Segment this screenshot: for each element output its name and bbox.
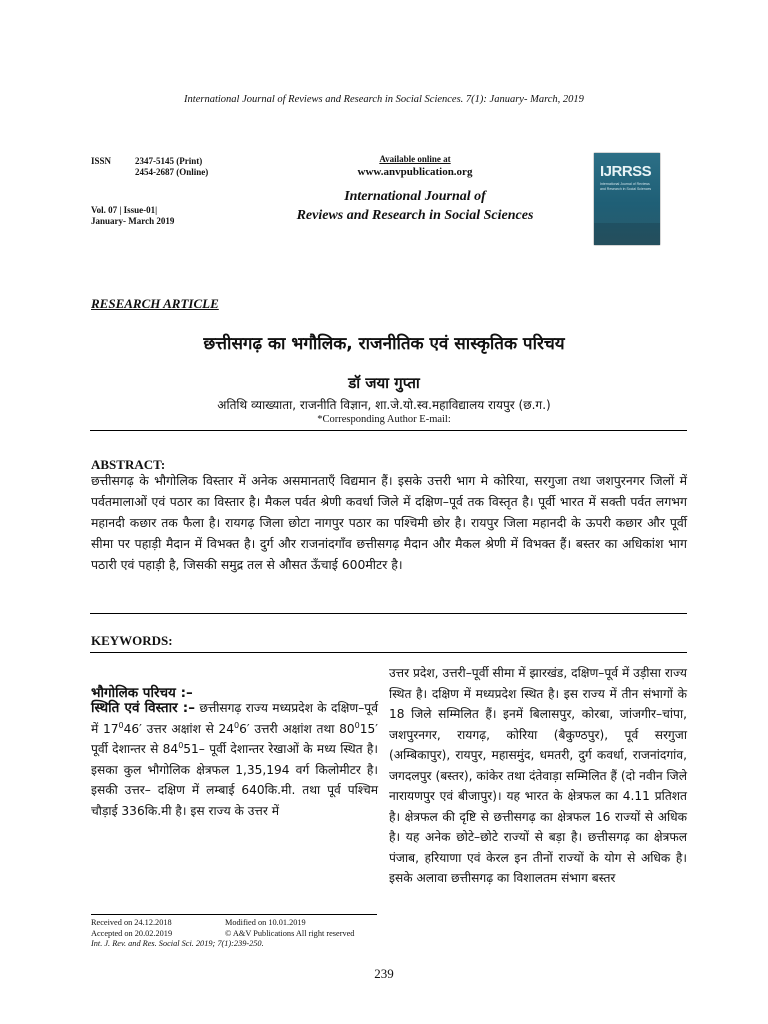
article-title: छत्तीसगढ़ का भगौलिक, राजनीतिक एवं सास्कृतिक परिचय: [203, 334, 565, 354]
journal-name-line1: International Journal of: [344, 189, 486, 204]
issn-print: 2347-5145 (Print): [135, 156, 203, 166]
body-text: 6′ उत्तरी अक्षांश तथा 80: [239, 721, 355, 736]
journal-cover-image: [594, 153, 660, 245]
cover-subtitle: International Journal of Reviews and Research in Social Sciences: [600, 182, 652, 191]
copyright-notice: © A&V Publications All right reserved: [225, 928, 355, 938]
issn-block: [91, 156, 208, 178]
degree-mark: 0: [178, 740, 184, 750]
running-header: International Journal of Reviews and Research in Social Sciences. 7(1): January- March, 2019: [184, 94, 584, 105]
body-column-right: उत्तर प्रदेश, उत्तरी–पूर्वी सीमा में झारखंड, दक्षिण–पूर्व में उड़ीसा राज्य स्थित है। दक्षिण में मध्यप्रदेश स्थित है। इस राज्य में तीन संभागों के 18 जिले सम्मिलित हैं। इनमें बिलासपुर, कोरबा, जांजगीर–चांपा, जशपुरनगर, रायगढ़, कोरिया (बैकुण्ठपुर), पूर्व सरगुजा (अम्बिकापुर), रायपुर, महासमुंद, धमतरी, दुर्ग कवर्धा, राजनांदगांव, जगदलपुर (बस्तर), कांकेर तथा दंतेवाड़ा सम्मिलित हैं (दो नवीन जिले नारायणपुर एवं बीजापुर)। यह भारत के क्षेत्रफल का 4.11 प्रतिशत है। क्षेत्रफल की दृष्टि से छत्तीसगढ़ का क्षेत्रफल 16 राज्यों से अधिक है। यह अनेक छोटे–छोटे राज्यों से बड़ा है। छत्तीसगढ़ का क्षेत्रफल पंजाब, हरियाणा एवं केरल इन तीनों राज्यों के योग से अधिक है। इसके अलावा छत्तीसगढ़ का विशालतम संभाग बस्तर: [389, 666, 687, 885]
degree-mark: 0: [234, 720, 240, 730]
corresponding-author: *Corresponding Author E-mail:: [317, 414, 451, 425]
divider: [90, 613, 687, 614]
volume-block: [91, 205, 174, 227]
author-affiliation: अतिथि व्याख्याता, राजनीति विज्ञान, शा.जे.यो.स्व.महाविद्यालय रायपुर (छ.ग.): [217, 398, 551, 412]
article-type: RESEARCH ARTICLE: [91, 296, 219, 311]
author-name: डॉ जया गुप्ता: [348, 374, 420, 392]
date-line: January- March 2019: [91, 216, 175, 226]
degree-mark: 0: [354, 720, 360, 730]
modified-date: Modified on 10.01.2019: [225, 918, 306, 927]
divider: [90, 652, 687, 653]
issn-label: ISSN: [91, 156, 112, 166]
volume-line: Vol. 07 | Issue-01|: [91, 205, 158, 215]
body-text: 51– पूर्वी देशान्तर रेखाओं के मध्य स्थित है। इसका कुल भौगोलिक क्षेत्रफल 1,35,194 वर्ग किलोमीटर है। इसकी उत्तर– दक्षिण में लम्बाई 640कि.मी. तथा पूर्व पश्चिम चौड़ाई 336कि.मी है। इस राज्य के उत्तर में: [91, 742, 378, 818]
footnote-block: [91, 918, 381, 950]
citation: Int. J. Rev. and Res. Social Sci. 2019; 7(1):239-250.: [91, 939, 264, 948]
body-text: छत्तीसगढ़ राज्य मध्यप्रदेश के दक्षिण–पूर्व में 17: [91, 701, 378, 736]
body-column-left: [91, 698, 378, 821]
abstract-text: छत्तीसगढ़ के भौगोलिक विस्तार में अनेक असमानताएँ विद्यमान हैं। इसके उत्तरी भाग मे कोरिया, सरगुजा तथा जशपुरनगर जिलों में पर्वतमालाओं एवं पठार का विस्तार है। मैकल पर्वत श्रेणी कवर्धा जिले में दक्षिण–पूर्व तक विस्तृत है। पूर्वी भारत में सक्ती पर्वत लगभग महानदी कछार तक फैला है। रायगढ़ जिला छोटा नागपुर पठार का पश्चिमी छोर है। रायपुर जिला महानदी के ऊपरी कछार और पूर्वी सीमा पर पहाड़ी मैदान में विभक्त है। दुर्ग और राजनांदगाँव छत्तीसगढ़ मैदान और मैकल श्रेणी में विभक्त हैं। बस्तर का अधिकांश भाग पठारी एवं पहाड़ी है, जिसकी समुद्र तल से औसत ऊँचाई 600मीटर है।: [91, 473, 687, 572]
degree-mark: 0: [118, 720, 124, 730]
available-online-label: Available online at: [379, 154, 451, 164]
body-text: 46′ उत्तर अक्षांश से 24: [123, 721, 235, 736]
body-text: 15′ पूर्वी देशान्तर से 84: [91, 721, 379, 756]
issn-online: 2454-2687 (Online): [135, 167, 209, 177]
section-heading: भौगोलिक परिचय :–: [91, 685, 193, 701]
page-number: 239: [374, 966, 394, 981]
accepted-date: Accepted on 20.02.2019: [91, 928, 173, 938]
abstract-heading: ABSTRACT:: [91, 457, 166, 472]
footnote-divider: [91, 914, 377, 915]
cover-logo-text: IJRRSS: [600, 163, 652, 180]
keywords-heading: KEYWORDS:: [91, 633, 173, 648]
cover-band: [594, 223, 660, 245]
journal-name-line2: Reviews and Research in Social Sciences: [296, 208, 534, 223]
journal-url-link[interactable]: www.anvpublication.org: [357, 166, 473, 178]
journal-name: [270, 187, 560, 225]
subsection-heading: स्थिति एवं विस्तार :–: [91, 700, 195, 716]
received-date: Received on 24.12.2018: [91, 918, 172, 927]
divider: [90, 430, 687, 431]
